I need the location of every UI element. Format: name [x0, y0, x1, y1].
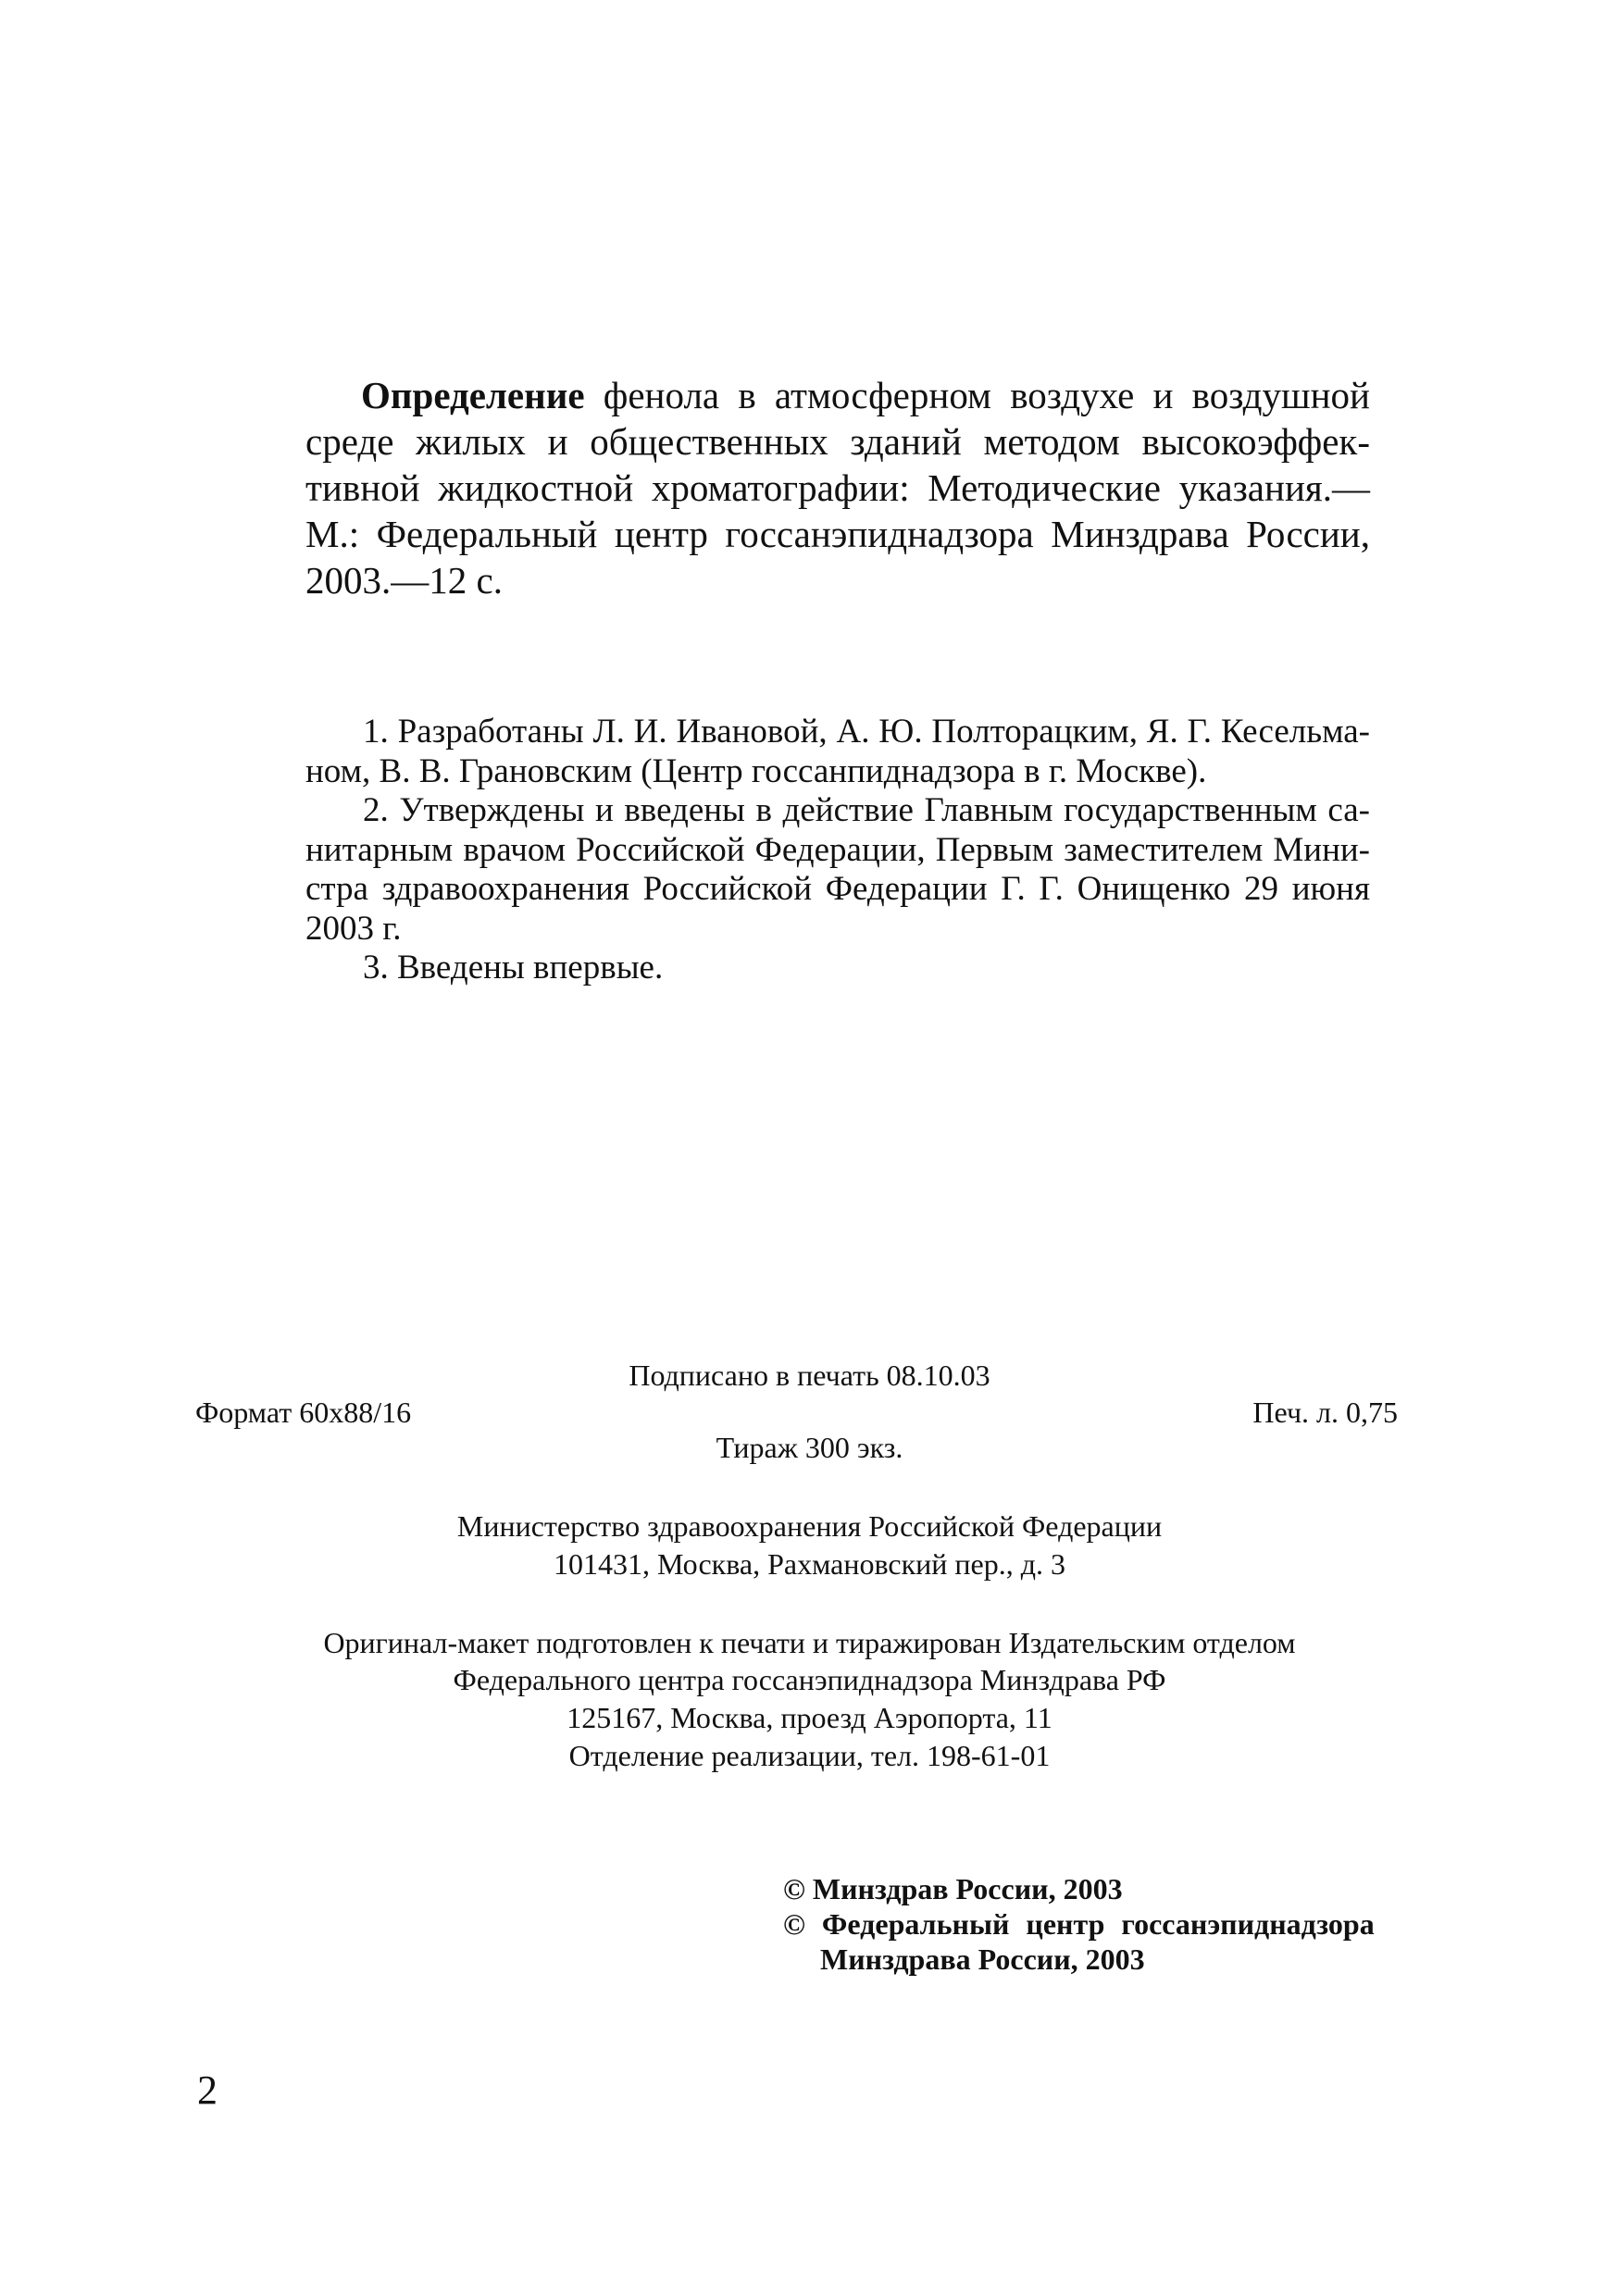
imprint-center: Федерального центра госсанэпиднадзора Минздрава РФ — [453, 1663, 1166, 1696]
biblio-line-1-text: фенола в атмосферном воздухе и воздушной — [584, 374, 1370, 416]
biblio-line-2: среде жилых и общественных зданий методом высокоэффек- — [305, 420, 1370, 463]
biblio-line-1 — [305, 372, 1370, 418]
note-line-7: 3. Введены впервые. — [363, 949, 664, 987]
biblio-title: Определение — [361, 374, 585, 416]
biblio-line-4: М.: Федеральный центр госсанэпиднадзора Минздрава России, — [305, 513, 1370, 555]
imprint-signed: Подписано в печать 08.10.03 — [629, 1359, 990, 1392]
imprint-prepared: Оригинал-макет подготовлен к печати и тиражирован Издательским отделом — [323, 1626, 1296, 1659]
note-line-1: 1. Разработаны Л. И. Ивановой, А. Ю. Полторацким, Я. Г. Кесельма- — [363, 713, 1370, 751]
developers-notes — [305, 713, 1370, 988]
imprint-ministry-address: 101431, Москва, Рахмановский пер., д. 3 — [554, 1547, 1065, 1581]
note-line-5: стра здравоохранения Российской Федерации Г. Г. Онищенко 29 июня — [305, 870, 1370, 908]
note-line-6: 2003 г. — [305, 909, 402, 948]
note-line-2: ном, В. В. Грановским (Центр госсанпиднадзора в г. Москве). — [305, 751, 1207, 790]
imprint-circulation: Тираж 300 экз. — [716, 1431, 903, 1464]
biblio-line-3: тивной жидкостной хроматографии: Методические указания.— — [305, 466, 1370, 509]
note-line-3: 2. Утверждены и введены в действие Главным государственным са- — [363, 791, 1370, 829]
page-number: 2 — [197, 2067, 218, 2113]
imprint-ministry: Министерство здравоохранения Российской Федерации — [456, 1509, 1163, 1543]
imprint-center-address: 125167, Москва, проезд Аэропорта, 11 — [567, 1701, 1052, 1734]
copyright-line-3: Минздрава России, 2003 — [820, 1942, 1145, 1976]
copyright-block — [783, 1871, 1375, 1977]
biblio-line-5: 2003.—12 с. — [305, 559, 503, 602]
copyright-line-2: © Федеральный центр госсанэпиднадзора — [783, 1907, 1375, 1941]
bibliographic-description — [305, 372, 1370, 603]
imprint-sheets: Печ. л. 0,75 — [1252, 1396, 1398, 1429]
note-line-4: нитарным врачом Российской Федерации, Первым заместителем Мини- — [305, 830, 1370, 869]
copyright-line-1: © Минздрав России, 2003 — [783, 1872, 1123, 1905]
imprint-sales: Отделение реализации, тел. 198-61-01 — [568, 1739, 1051, 1772]
imprint-format: Формат 60x88/16 — [195, 1396, 412, 1429]
